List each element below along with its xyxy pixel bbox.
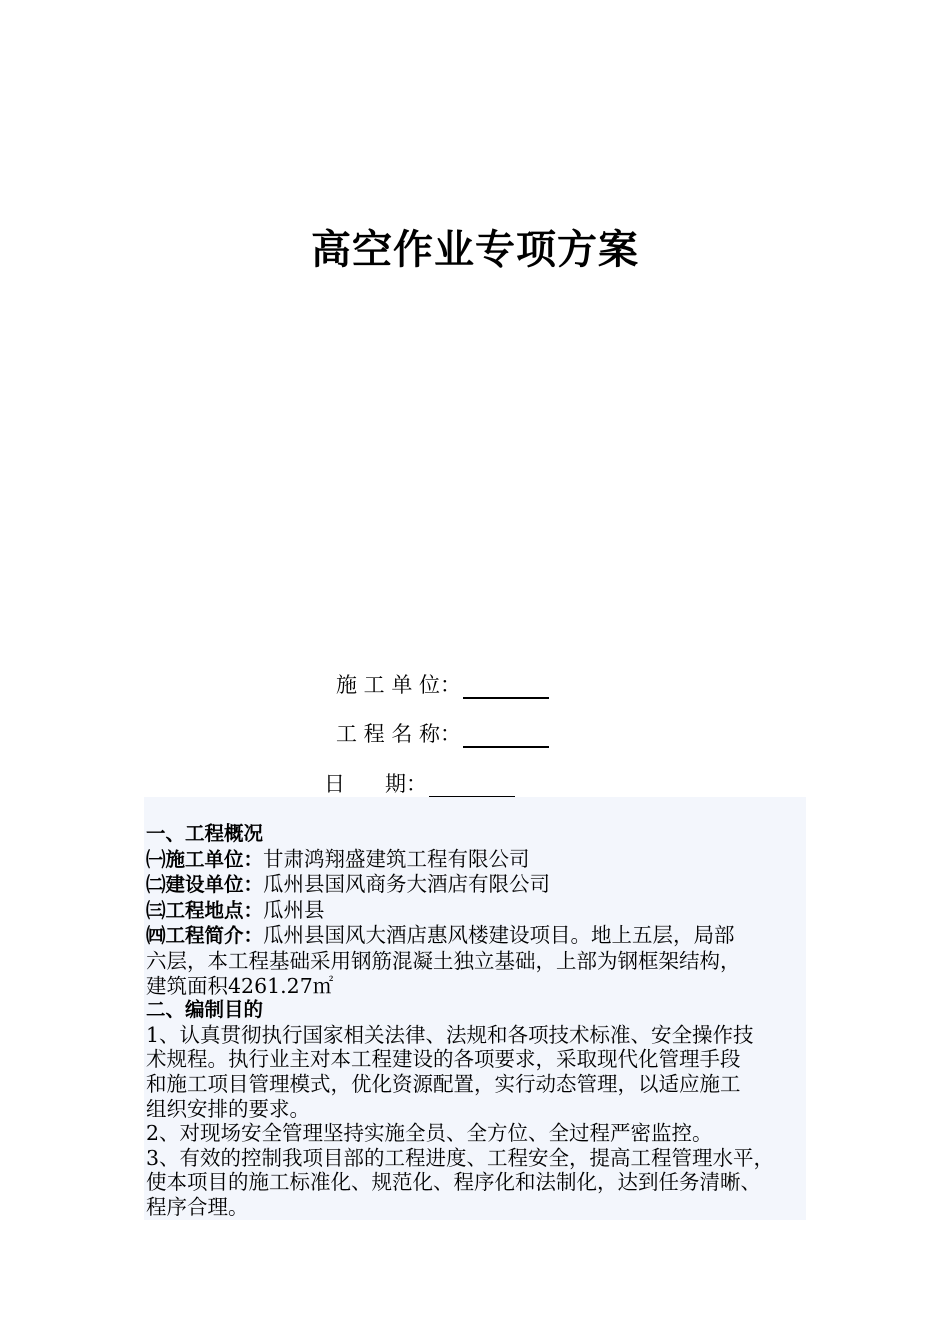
purpose-item-1-line: 和施工项目管理模式，优化资源配置，实行动态管理，以适应施工	[146, 1071, 741, 1096]
overview-item-label: ㈣工程简介：	[146, 924, 264, 948]
overview-item-label: ㈢工程地点：	[146, 898, 264, 922]
date-blank	[429, 774, 515, 798]
purpose-item-1-line: 术规程。执行业主对本工程建设的各项要求，采取现代化管理手段	[146, 1047, 741, 1072]
overview-item-label: ㈡建设单位：	[146, 873, 264, 897]
purpose-item-3-line: 使本项目的施工标准化、规范化、程序化和法制化，达到任务清晰、	[146, 1170, 761, 1195]
overview-item-text: 甘肃鸿翔盛建筑工程有限公司	[263, 846, 530, 871]
overview-summary-line: 六层，本工程基础采用钢筋混凝土独立基础，上部为钢框架结构，	[146, 948, 741, 973]
construction-unit-field	[336, 671, 549, 699]
overview-summary-line: 建筑面积4261.27㎡	[146, 973, 334, 998]
overview-item-label: ㈠施工单位：	[146, 847, 264, 871]
date-label: 日 期：	[324, 772, 428, 796]
construction-unit-label: 施 工 单 位：	[336, 673, 462, 697]
date-field	[324, 770, 515, 798]
overview-item-text: 瓜州县国风商务大酒店有限公司	[263, 872, 551, 897]
purpose-item-1-line: 1、认真贯彻执行国家相关法律、法规和各项技术标准、安全操作技	[146, 1022, 754, 1047]
overview-item-text: 瓜州县国风大酒店惠风楼建设项目。地上五层，局部	[263, 923, 735, 948]
overview-item-text: 瓜州县	[263, 897, 325, 922]
purpose-item-3-line: 3、有效的控制我项目部的工程进度、工程安全，提高工程管理水平，	[146, 1145, 775, 1170]
project-name-blank	[463, 724, 549, 748]
section-heading-purpose: 二、编制目的	[146, 998, 264, 1022]
document-title: 高空作业专项方案	[311, 227, 639, 273]
overview-item-summary	[146, 923, 818, 949]
overview-item-location	[146, 898, 818, 924]
construction-unit-blank	[463, 675, 549, 699]
purpose-item-2-line: 2、对现场安全管理坚持实施全员、全方位、全过程严密监控。	[146, 1121, 713, 1146]
section-heading-overview: 一、工程概况	[146, 822, 264, 845]
document-body	[146, 822, 818, 1220]
project-name-field	[336, 720, 549, 748]
purpose-item-3-line: 程序合理。	[146, 1194, 249, 1219]
overview-item-construction-unit	[146, 847, 818, 873]
purpose-item-1-line: 组织安排的要求。	[146, 1096, 310, 1121]
project-name-label: 工 程 名 称：	[336, 722, 462, 746]
overview-item-client	[146, 872, 818, 898]
